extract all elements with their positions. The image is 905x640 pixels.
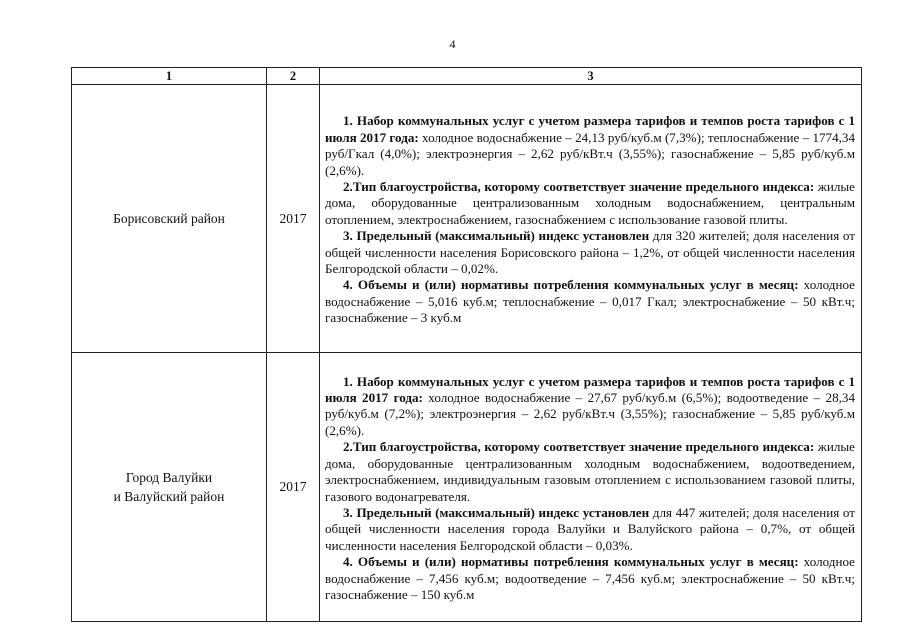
region-name-line-1: Город Валуйки — [125, 470, 213, 485]
paragraph-index — [325, 505, 855, 554]
paragraph-text: для 447 жителей; доля населения от общей численности населения города Валуйки и Валуйского района – 0,7%, от общей численности населения Белгородской области – 0,03%. — [325, 504, 855, 553]
paragraph-text: жилые дома, оборудованные централизованным холодным водоснабжением, водоотведением, электроснабжением, индивидуальным газовым отоплением с использованием газовой плиты, газового водонагревателя. — [325, 439, 855, 504]
description-cell — [320, 353, 862, 622]
paragraph-title: 2.Тип благоустройства, которому соответствует значение предельного индекса: — [343, 439, 815, 455]
region-name: Борисовский район — [113, 211, 225, 226]
paragraph-tariffs — [325, 374, 855, 440]
column-header-1: 1 — [72, 68, 267, 85]
paragraph-amenities — [325, 439, 855, 505]
paragraph-volumes — [325, 554, 855, 603]
paragraph-text: жилые дома, оборудованные централизованным холодным водоснабжением, центральным отоплением, электроснабжением, газоснабжением с использование газовой плиты. — [325, 178, 855, 227]
region-name-line-2: и Валуйский район — [113, 489, 225, 504]
region-cell — [72, 85, 267, 353]
paragraph-title: 4. Объемы и (или) нормативы потребления коммунальных услуг в месяц: — [343, 554, 799, 570]
paragraph-text: холодное водоснабжение – 27,67 руб/куб.м (6,5%); водоотведение – 28,34 руб/куб.м (7,2%); электроэнергия – 2,62 руб/кВт.ч (3,55%); газоснабжение – 5,85 руб/куб.м (2,6%). — [325, 390, 855, 438]
paragraph-title: 2.Тип благоустройства, которому соответствует значение предельного индекса: — [343, 178, 815, 194]
header-row — [72, 68, 862, 85]
column-header-2: 2 — [267, 68, 320, 85]
paragraph-text: для 320 жителей; доля населения от общей численности населения Борисовского района – 1,2%, от общей численности населения Белгородской области – 0,02%. — [325, 228, 855, 277]
paragraph-tariffs — [325, 113, 855, 179]
table-row — [72, 85, 862, 353]
paragraph-title: 1. Набор коммунальных услуг с учетом размера тарифов и темпов роста тарифов с 1 июля 2017 года: — [325, 373, 855, 406]
year-cell: 2017 — [267, 85, 320, 353]
paragraph-text: холодное водоснабжение – 24,13 руб/куб.м (7,3%); теплоснабжение – 1774,34 руб/Гкал (4,0%); электроэнергия – 2,62 руб/кВт.ч (3,55%); газоснабжение – 5,85 руб/куб.м (2,6%). — [325, 129, 855, 178]
table-row — [72, 353, 862, 622]
paragraph-title: 3. Предельный (максимальный) индекс установлен — [343, 504, 650, 520]
paragraph-title: 4. Объемы и (или) нормативы потребления коммунальных услуг в месяц: — [343, 277, 799, 293]
paragraph-title: 1. Набор коммунальных услуг с учетом размера тарифов и темпов роста тарифов с 1 июля 2017 года: — [325, 113, 855, 145]
description-cell — [320, 85, 862, 353]
paragraph-amenities — [325, 179, 855, 228]
paragraph-text: холодное водоснабжение – 7,456 куб.м; водоотведение – 7,456 куб.м; электроснабжение – 50 кВт.ч; газоснабжение – 150 куб.м — [325, 554, 855, 602]
year-cell: 2017 — [267, 353, 320, 622]
region-cell — [72, 353, 267, 622]
column-header-3: 3 — [320, 68, 862, 85]
paragraph-volumes — [325, 277, 855, 326]
paragraph-index — [325, 228, 855, 277]
page-number: 4 — [449, 37, 456, 51]
paragraph-title: 3. Предельный (максимальный) индекс установлен — [343, 228, 650, 244]
tariff-table — [71, 67, 862, 622]
paragraph-text: холодное водоснабжение – 5,016 куб.м; теплоснабжение – 0,017 Гкал; электроснабжение – 50 кВт.ч; газоснабжение – 3 куб.м — [325, 277, 855, 326]
